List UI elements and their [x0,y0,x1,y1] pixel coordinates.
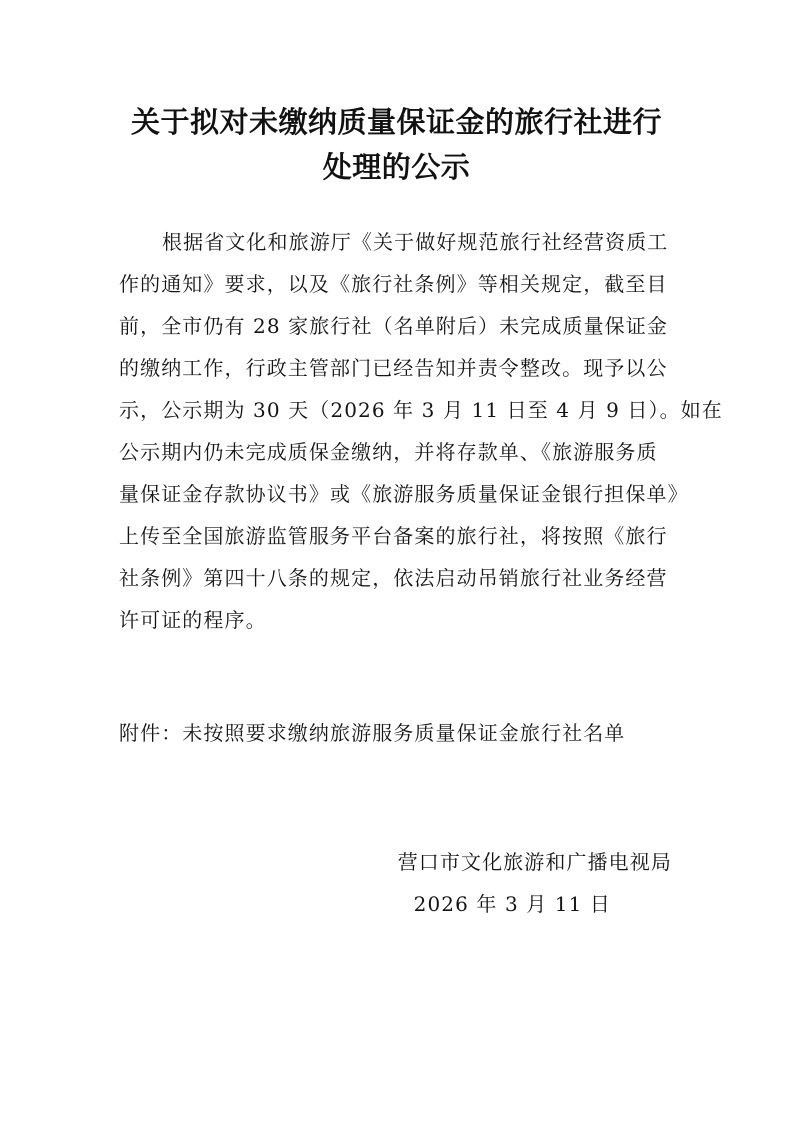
signature-date: 2026 年 3 月 11 日 [413,892,611,916]
body-line-4: 的缴纳工作，行政主管部门已经告知并责令整改。现予以公 [119,356,668,380]
body-line-7: 量保证金存款协议书》或《旅游服务质量保证金银行担保单》 [119,482,689,506]
attachment-note: 附件：未按照要求缴纳旅游服务质量保证金旅行社名单 [119,721,626,745]
body-line-10: 许可证的程序。 [119,608,267,632]
body-line-3: 前，全市仍有 28 家旅行社（名单附后）未完成质量保证金 [119,314,668,338]
document-title-line-1: 关于拟对未缴纳质量保证金的旅行社进行 [130,105,662,139]
body-line-8: 上传至全国旅游监管服务平台备案的旅行社，将按照《旅行 [119,524,668,548]
document-title-line-2: 处理的公示 [322,150,471,184]
body-line-6: 公示期内仍未完成质保金缴纳，并将存款单、《旅游服务质 [119,440,658,464]
body-line-2: 作的通知》要求，以及《旅行社条例》等相关规定，截至目 [119,272,668,296]
body-line-5: 示，公示期为 30 天（2026 年 3 月 11 日至 4 月 9 日）。如在 [119,398,723,422]
body-line-1: 根据省文化和旅游厅《关于做好规范旅行社经营资质工 [162,230,669,254]
body-line-9: 社条例》第四十八条的规定，依法启动吊销旅行社业务经营 [119,566,668,590]
signature-organization: 营口市文化旅游和广播电视局 [397,850,672,874]
